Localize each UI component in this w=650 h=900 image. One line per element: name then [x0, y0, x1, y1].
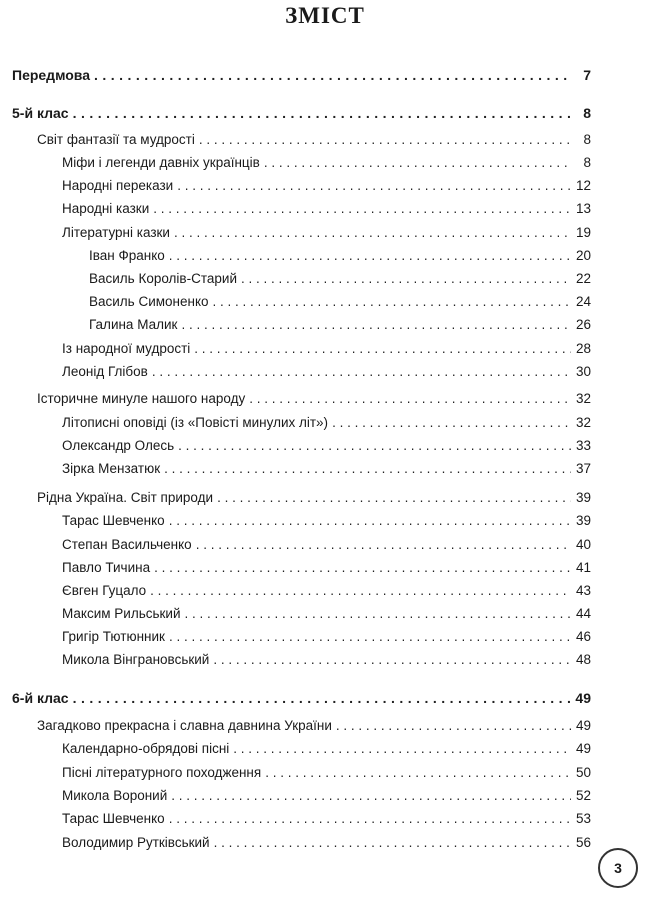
toc-entry[interactable]: [62, 582, 591, 600]
dot-leader: [73, 689, 571, 707]
page-number-badge: 3: [598, 848, 638, 888]
toc-entry-page: 49: [575, 741, 591, 756]
toc-entry-label: 6-й клас: [12, 690, 69, 706]
dot-leader: [150, 582, 571, 600]
toc-entry[interactable]: [62, 200, 591, 218]
toc-entry-label: Календарно-обрядові пісні: [62, 741, 230, 756]
toc-entry[interactable]: [62, 437, 591, 455]
dot-leader: [169, 628, 571, 646]
toc-entry-label: 5-й клас: [12, 105, 69, 121]
toc-entry-label: Із народної мудрості: [62, 341, 191, 356]
toc-entry-page: 20: [575, 248, 591, 263]
toc-entry-page: 28: [575, 341, 591, 356]
dot-leader: [153, 200, 571, 218]
toc-entry-page: 32: [575, 391, 591, 406]
toc-section[interactable]: [12, 104, 591, 122]
dot-leader: [154, 559, 571, 577]
toc-entry-page: 26: [575, 317, 591, 332]
toc-entry-label: Загадково прекрасна і славна давнина України: [37, 718, 332, 733]
toc-entry-label: Галина Малик: [89, 317, 178, 332]
toc-entry[interactable]: [62, 460, 591, 478]
toc-entry-label: Пісні літературного походження: [62, 765, 262, 780]
dot-leader: [264, 154, 571, 172]
toc-entry-page: 39: [575, 513, 591, 528]
toc-entry-page: 49: [575, 690, 591, 706]
toc-entry[interactable]: [62, 787, 591, 805]
toc-entry-page: 8: [583, 155, 591, 170]
toc-entry-page: 24: [575, 294, 591, 309]
toc-entry-page: 56: [575, 835, 591, 850]
toc-entry-page: 43: [575, 583, 591, 598]
dot-leader: [332, 414, 571, 432]
dot-leader: [164, 460, 571, 478]
dot-leader: [214, 834, 571, 852]
toc-entry-label: Народні казки: [62, 201, 150, 216]
dot-leader: [199, 131, 571, 149]
toc-entry[interactable]: [89, 293, 591, 311]
toc-entry-label: Літературні казки: [62, 225, 170, 240]
toc-entry-label: Тарас Шевченко: [62, 811, 165, 826]
toc-entry[interactable]: [89, 247, 591, 265]
toc-entry[interactable]: [89, 316, 591, 334]
toc-entry-page: 41: [575, 560, 591, 575]
dot-leader: [336, 717, 571, 735]
toc-entry[interactable]: [62, 628, 591, 646]
toc-entry-label: Історичне минуле нашого народу: [37, 391, 246, 406]
toc-entry[interactable]: [62, 177, 591, 195]
toc-entry-page: 7: [583, 67, 591, 83]
dot-leader: [194, 340, 571, 358]
toc-entry-page: 19: [575, 225, 591, 240]
dot-leader: [249, 390, 571, 408]
toc-entry-page: 33: [575, 438, 591, 453]
toc-entry[interactable]: [62, 810, 591, 828]
toc-entry[interactable]: [62, 154, 591, 172]
toc-entry[interactable]: [37, 717, 591, 735]
toc-entry-page: 39: [575, 490, 591, 505]
toc-entry-label: Максим Рильський: [62, 606, 181, 621]
toc-section[interactable]: [12, 689, 591, 707]
toc-entry-page: 53: [575, 811, 591, 826]
toc-entry-label: Степан Васильченко: [62, 537, 192, 552]
toc-entry[interactable]: [37, 131, 591, 149]
toc-entry-page: 32: [575, 415, 591, 430]
toc-entry-page: 52: [575, 788, 591, 803]
dot-leader: [213, 651, 571, 669]
toc-entry-label: Микола Вінграновський: [62, 652, 210, 667]
toc-entry-label: Рідна Україна. Світ природи: [37, 490, 214, 505]
toc-entry[interactable]: [12, 66, 591, 84]
toc-entry-page: 37: [575, 461, 591, 476]
dot-leader: [174, 224, 571, 242]
dot-leader: [171, 787, 571, 805]
toc-entry-page: 12: [575, 178, 591, 193]
page-title: ЗМІСТ: [285, 3, 365, 28]
toc-entry[interactable]: [62, 414, 591, 432]
toc-entry-label: Літописні оповіді (із «Повісті минулих літ»): [62, 415, 329, 430]
dot-leader: [178, 437, 571, 455]
dot-leader: [169, 512, 571, 530]
dot-leader: [94, 66, 571, 84]
toc-entry-label: Григір Тютюнник: [62, 629, 165, 644]
dot-leader: [73, 104, 571, 122]
dot-leader: [177, 177, 571, 195]
toc-entry-page: 44: [575, 606, 591, 621]
toc-entry[interactable]: [62, 536, 591, 554]
toc-entry[interactable]: [37, 489, 591, 507]
toc-entry[interactable]: [62, 740, 591, 758]
toc-entry-label: Леонід Глібов: [62, 364, 148, 379]
toc-entry[interactable]: [89, 270, 591, 288]
toc-entry-label: Іван Франко: [89, 248, 165, 263]
toc-entry-page: 8: [583, 105, 591, 121]
dot-leader: [233, 740, 571, 758]
toc-entry-label: Передмова: [12, 67, 91, 83]
toc-entry-page: 48: [575, 652, 591, 667]
dot-leader: [185, 605, 571, 623]
dot-leader: [217, 489, 571, 507]
toc-entry-label: Василь Симоненко: [89, 294, 209, 309]
toc-entry-page: 50: [575, 765, 591, 780]
toc-entry-label: Микола Вороний: [62, 788, 168, 803]
toc-entry-label: Світ фантазії та мудрості: [37, 132, 195, 147]
toc-entry-label: Володимир Рутківський: [62, 835, 210, 850]
dot-leader: [152, 363, 571, 381]
toc-entry[interactable]: [62, 512, 591, 530]
toc-entry-page: 30: [575, 364, 591, 379]
toc-entry[interactable]: [62, 340, 591, 358]
toc-entry-page: 8: [583, 132, 591, 147]
dot-leader: [241, 270, 571, 288]
toc-entry[interactable]: [62, 651, 591, 669]
toc-entry[interactable]: [37, 390, 591, 408]
toc-entry-label: Тарас Шевченко: [62, 513, 165, 528]
toc-entry[interactable]: [62, 559, 591, 577]
dot-leader: [213, 293, 571, 311]
toc-entry[interactable]: [62, 834, 591, 852]
dot-leader: [196, 536, 571, 554]
dot-leader: [169, 810, 571, 828]
toc-entry-page: 13: [575, 201, 591, 216]
toc-entry-label: Павло Тичина: [62, 560, 151, 575]
dot-leader: [169, 247, 571, 265]
toc-entry-label: Народні перекази: [62, 178, 174, 193]
dot-leader: [265, 764, 571, 782]
toc-entry[interactable]: [62, 363, 591, 381]
toc-entry-label: Зірка Мензатюк: [62, 461, 161, 476]
toc-entry-label: Олександр Олесь: [62, 438, 175, 453]
toc-entry[interactable]: [62, 605, 591, 623]
toc-entry[interactable]: [62, 764, 591, 782]
toc-entry-page: 49: [575, 718, 591, 733]
dot-leader: [181, 316, 571, 334]
toc-entry-page: 22: [575, 271, 591, 286]
toc-entry-page: 40: [575, 537, 591, 552]
toc-entry-label: Василь Королів-Старий: [89, 271, 237, 286]
toc-entry-page: 46: [575, 629, 591, 644]
toc-entry-label: Євген Гуцало: [62, 583, 147, 598]
toc-entry-label: Міфи і легенди давніх українців: [62, 155, 260, 170]
toc-entry[interactable]: [62, 224, 591, 242]
